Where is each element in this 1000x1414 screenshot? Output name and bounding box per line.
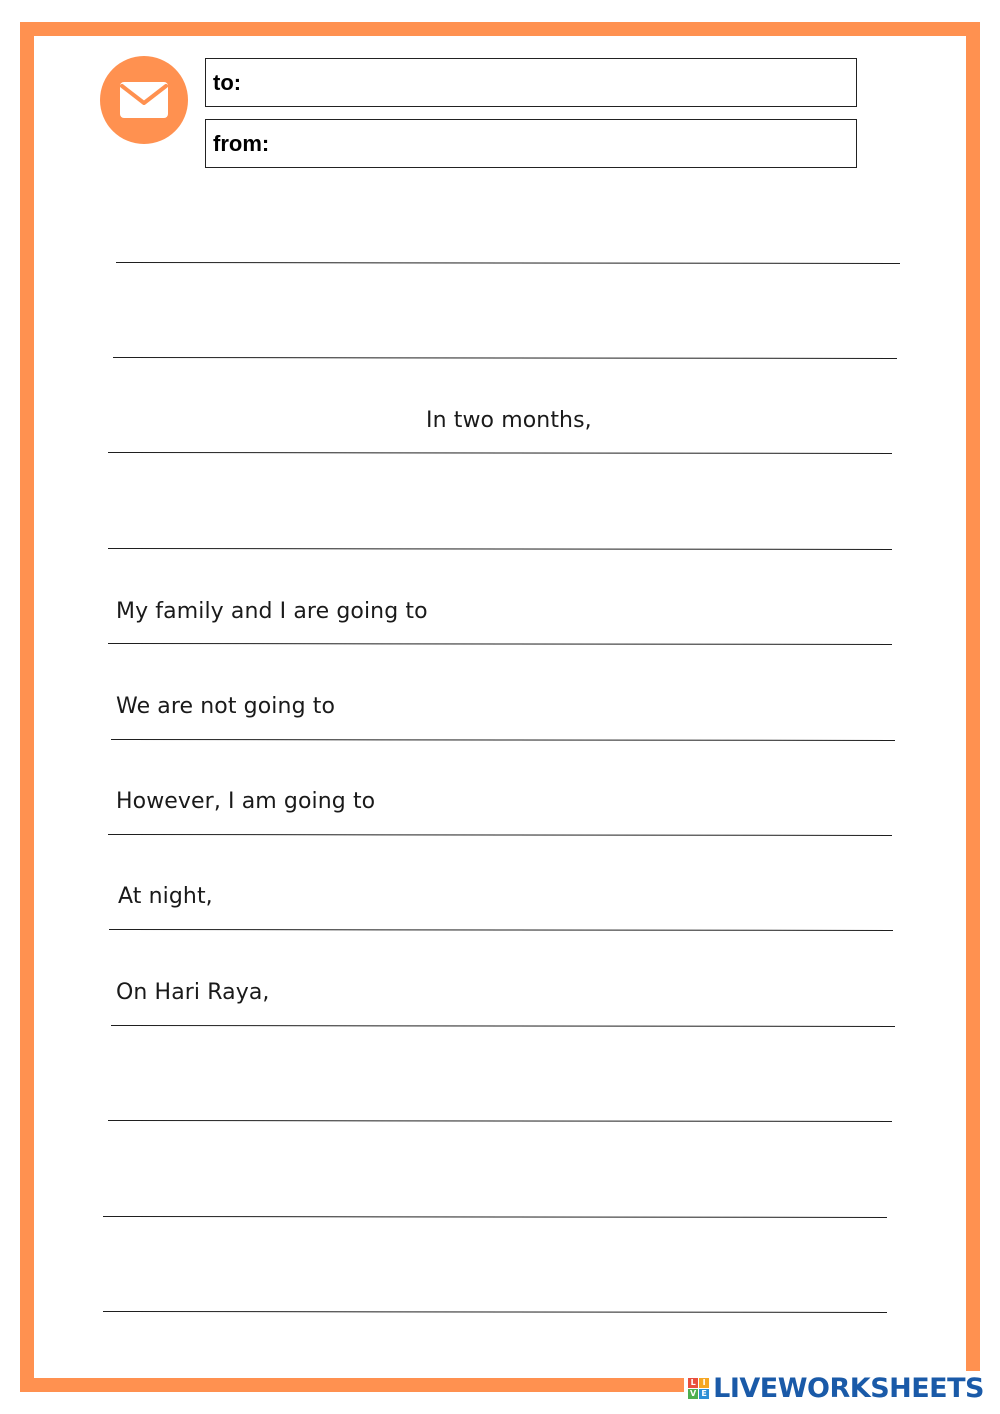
- liveworksheets-watermark: [684, 1371, 988, 1406]
- to-label: to:: [213, 70, 242, 95]
- from-field[interactable]: [205, 119, 857, 168]
- to-field[interactable]: [205, 58, 857, 107]
- liveworksheets-logo-icon: [688, 1378, 709, 1399]
- logo-letter-3: V: [690, 1389, 697, 1398]
- prompt-however: However, I am going to: [116, 789, 376, 814]
- liveworksheets-wordmark: LIVEWORKSHEETS: [713, 1373, 984, 1404]
- prompt-at-night: At night,: [118, 884, 213, 909]
- logo-letter-4: E: [699, 1389, 709, 1399]
- prompt-hari-raya: On Hari Raya,: [116, 980, 270, 1005]
- prompt-family-going: My family and I are going to: [116, 599, 428, 624]
- prompt-not-going: We are not going to: [116, 694, 336, 719]
- envelope-badge: [100, 56, 188, 144]
- logo-letter-2: I: [699, 1378, 709, 1388]
- envelope-icon: [119, 80, 169, 120]
- prompt-in-two-months: In two months,: [426, 408, 592, 433]
- from-label: from:: [213, 131, 270, 156]
- logo-letter-1: L: [688, 1378, 698, 1388]
